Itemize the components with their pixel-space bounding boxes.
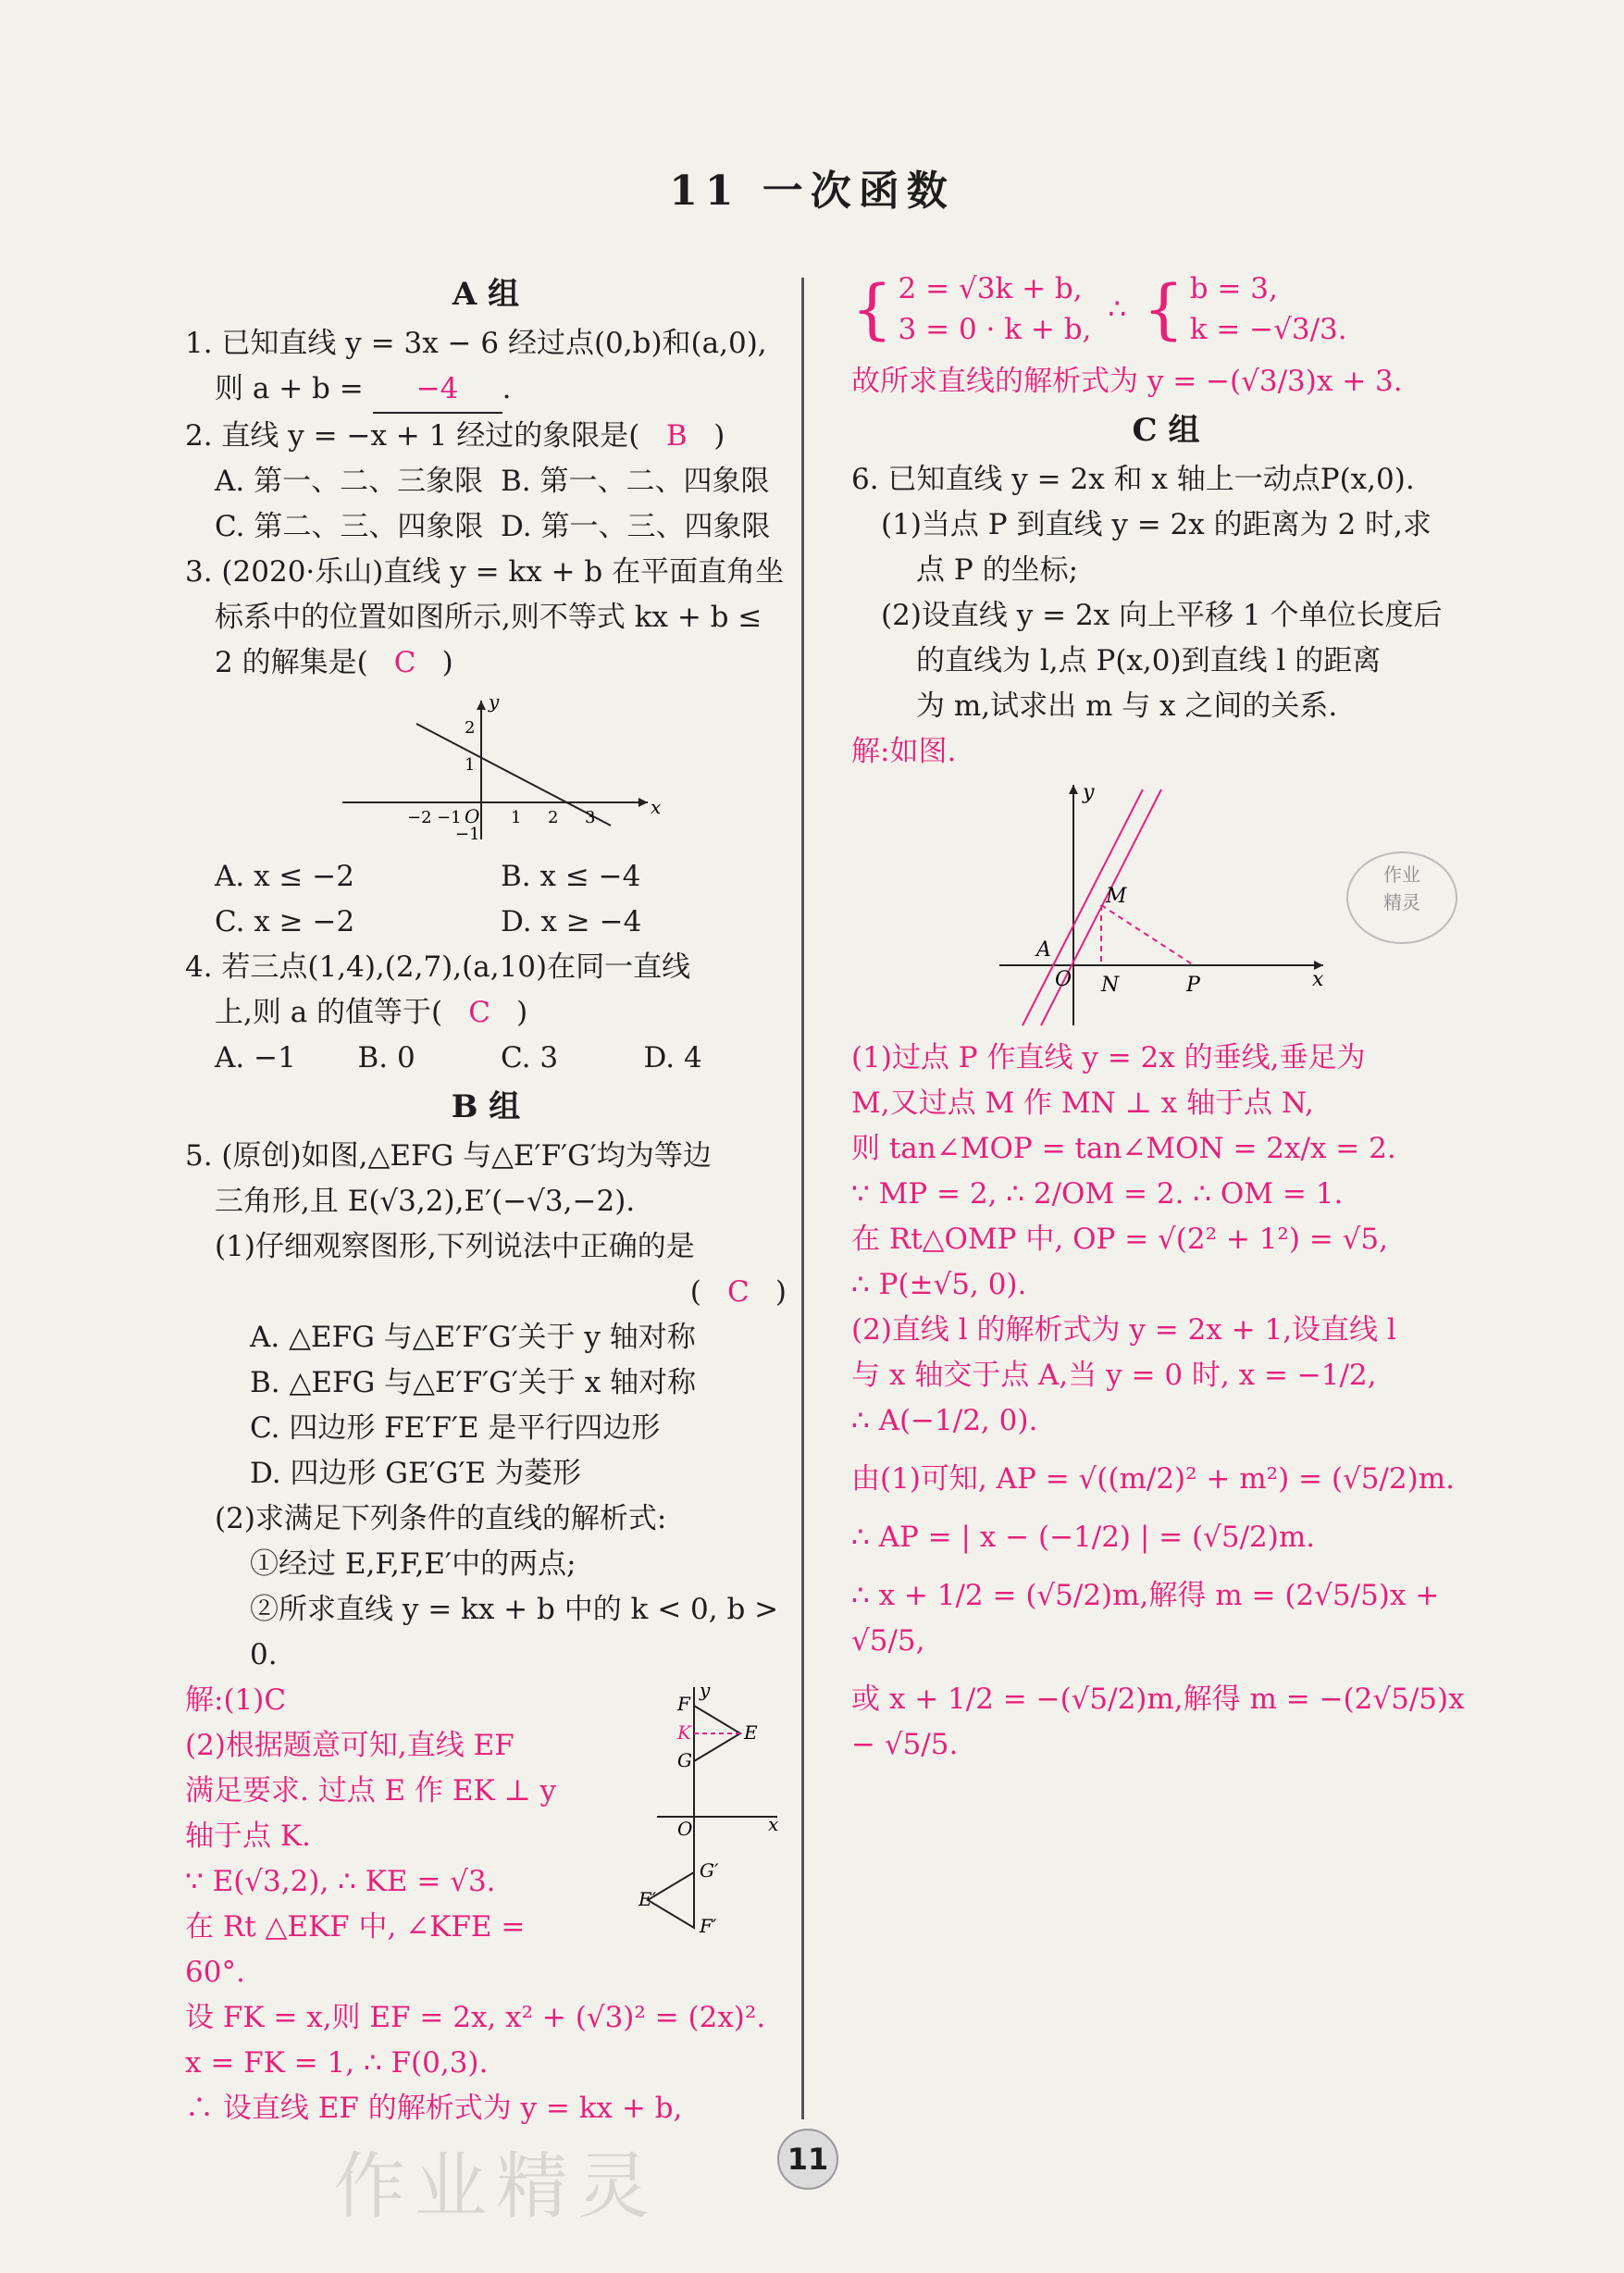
sol6-line8: (2)直线 l 的解析式为 y = 2x + 1,设直线 l [851,1313,1396,1347]
q3-graph [222,691,740,849]
q3-line2: 标系中的位置如图所示,则不等式 kx + b ≤ [215,601,762,634]
q4-option-c: C. 3 [501,1041,559,1074]
q2-option-a: A. 第一、二、三象限 [215,465,484,498]
q1-end: . [502,372,512,405]
q3-xlabel: x [651,796,662,818]
system-left-2: 3 = 0 · k + b, [898,313,1092,346]
column-divider [801,278,804,2119]
svg-text:y: y [700,1679,711,1701]
q1-text: 1. 已知直线 y = 3x − 6 经过点(0,b)和(a,0), [185,327,767,360]
sol5-line7: 60°. [185,1956,245,1989]
question-1 [185,321,787,414]
q2-option-d: D. 第一、三、四象限 [501,510,771,543]
q3-tick-y-1: 1 [465,755,476,775]
q5-triangle-figure [638,1678,787,1937]
left-column [185,268,787,2131]
q6-line1: 6. 已知直线 y = 2x 和 x 轴上一动点P(x,0). [851,463,1415,496]
sol5-line9: x = FK = 1, ∴ F(0,3). [185,2046,489,2080]
q6-part2-c: 为 m,试求出 m 与 x 之间的关系. [916,689,1338,723]
sol5-conclusion: 故所求直线的解析式为 y = −(√3/3)x + 3. [851,365,1403,398]
q6-graph [981,780,1333,1030]
page-number: 11 [777,2129,838,2190]
system-right-2: k = −√3/3. [1189,313,1347,346]
q3-tick-y-2: 2 [465,718,476,738]
svg-text:E: E [744,1721,758,1744]
q2-text: 2. 直线 y = −x + 1 经过的象限是( [185,419,640,453]
q1-text2: 则 a + b = [215,372,364,405]
q5-option-d: D. 四边形 GE′G′E 为菱形 [250,1457,582,1490]
q2-option-c: C. 第二、三、四象限 [215,510,484,543]
svg-text:F: F [677,1693,690,1715]
q3-tick-x-neg1: −1 [437,808,462,827]
q5-condition1: ①经过 E,F,F,E′中的两点; [250,1547,576,1581]
q5-line2: 三角形,且 E(√3,2),E′(−√3,−2). [215,1185,636,1218]
system-right-1: b = 3, [1189,272,1278,305]
sol6-line14: 或 x + 1/2 = −(√5/2)m,解得 m = −(2√5/5)x − √5/5. [851,1683,1465,1761]
sol6-line9: 与 x 轴交于点 A,当 y = 0 时, x = −1/2, [851,1359,1377,1392]
sol6-line1: 解:如图. [851,735,957,768]
sol6-line5: ∵ MP = 2, ∴ 2/OM = 2. ∴ OM = 1. [851,1177,1344,1211]
q5-option-c: C. 四边形 FE′F′E 是平行四边形 [250,1411,661,1445]
sol5-line3: 满足要求. 过点 E 作 EK ⊥ y [185,1774,557,1807]
q3-tick-x-2: 2 [548,808,559,827]
question-2 [185,414,787,550]
sol6-line4: 则 tan∠MOP = tan∠MON = 2x/x = 2. [851,1132,1396,1165]
svg-text:M: M [1106,885,1127,908]
q1-answer: −4 [373,366,502,414]
q3-ylabel: y [489,691,500,713]
sol6-line10: ∴ A(−1/2, 0). [851,1404,1038,1437]
sol5-line6: 在 Rt △EKF 中, ∠KFE = [185,1910,526,1944]
triangle-efg [694,1706,740,1761]
svg-text:N: N [1101,974,1120,997]
svg-text:P: P [1186,974,1200,997]
q3-tick-x-neg2: −2 [407,808,432,827]
sol6-line11: 由(1)可知, AP = √((m/2)² + m²) = (√5/2)m. [851,1462,1455,1496]
q3-end: ) [441,646,453,679]
svg-text:O: O [677,1818,693,1840]
svg-text:F′: F′ [700,1915,717,1937]
q4-option-d: D. 4 [643,1041,702,1074]
q3-tick-y-neg1: −1 [455,825,480,844]
q3-tick-x-3: 3 [585,808,596,827]
sol5-line5: ∵ E(√3,2), ∴ KE = √3. [185,1865,496,1898]
svg-text:O: O [1055,968,1072,991]
group-c-heading: C 组 [1132,412,1200,449]
q3-x-arrow [638,798,648,807]
sol5-line1: 解:(1)C [185,1683,287,1717]
q3-answer: C [393,646,416,679]
q5-line1: 5. (原创)如图,△EFG 与△E′F′G′均为等边 [185,1139,712,1173]
therefore-symbol: ∴ [1108,292,1127,326]
svg-text:G′: G′ [700,1859,719,1882]
svg-text:y: y [1083,781,1095,804]
sol5-line8: 设 FK = x,则 EF = 2x, x² + (√3)² = (2x)². [185,2001,766,2034]
right-column [851,268,1481,1768]
question-6 [851,457,1481,729]
svg-text:G: G [677,1749,692,1771]
svg-text:x: x [1312,968,1324,991]
q2-option-b: B. 第一、二、四象限 [501,465,770,498]
q5-part1-answer: C [727,1275,750,1309]
q4-end: ) [516,996,528,1029]
q6-part1-b: 点 P 的坐标; [916,553,1079,587]
q6-part1-a: (1)当点 P 到直线 y = 2x 的距离为 2 时,求 [881,508,1432,541]
sol6-line12: ∴ AP = | x − (−1/2) | = (√5/2)m. [851,1521,1316,1554]
svg-text:x: x [768,1813,779,1835]
sol6-line6: 在 Rt△OMP 中, OP = √(2² + 1²) = √5, [851,1223,1388,1256]
q3-origin: O [465,805,480,827]
sol5-line4: 轴于点 K. [185,1820,311,1853]
sol6-line7: ∴ P(±√5, 0). [851,1268,1027,1301]
q3-option-c: C. x ≥ −2 [215,905,355,938]
group-b-heading: B 组 [451,1088,521,1125]
sol6-line2: (1)过点 P 作直线 y = 2x 的垂线,垂足为 [851,1041,1366,1074]
q3-line3: 2 的解集是( [215,646,368,679]
q5-part1: (1)仔细观察图形,下列说法中正确的是 [215,1230,695,1263]
system-left-1: 2 = √3k + b, [898,272,1083,305]
svg-text:E′: E′ [638,1888,657,1910]
q4-line2: 上,则 a 的值等于( [215,996,443,1029]
q6-part2-a: (2)设直线 y = 2x 向上平移 1 个单位长度后 [881,599,1443,632]
q3-option-a: A. x ≤ −2 [215,860,354,893]
q3-y-arrow [477,701,486,710]
equation-system: { 2 = √3k + b, 3 = 0 · k + b, ∴ { b = 3, k = −√3/3. [851,268,1481,350]
sol6-line3: M,又过点 M 作 MN ⊥ x 轴于点 N, [851,1087,1314,1120]
sol5-line2: (2)根据题意可知,直线 EF [185,1729,514,1762]
q2-end: ) [713,419,725,453]
q3-option-b: B. x ≤ −4 [501,860,641,893]
segment-mp [1101,905,1194,965]
question-5: 5. (原创)如图,△EFG 与△E′F′G′均为等边 三角形,且 E(√3,2),E′(−√3,−2). (1)仔细观察图形,下列说法中正确的是 ( C ) A. △EFG 与△E′F′G′关于 y 轴对称 B. △EFG 与△E′F′G′关于 x 轴对称 C. 四边形 FE′F′E 是平行四边形 D. 四边形 GE′G′E 为菱形 (2)求满足下列条件的直线的解析式: ①经过 E,F,F,E′中的两点; ②所求直线 y = kx + b 中的 k < 0, b > 0. [185,1134,787,1678]
q3-line1: 3. (2020·乐山)直线 y = kx + b 在平面直角坐 [185,555,785,589]
q5-option-a: A. △EFG 与△E′F′G′关于 y 轴对称 [250,1321,696,1354]
q3-option-d: D. x ≥ −4 [501,905,642,938]
q4-answer: C [468,996,490,1029]
page-title: 11 一次函数 [669,168,955,215]
sol6-line13: ∴ x + 1/2 = (√5/2)m,解得 m = (2√5/5)x + √5/5, [851,1579,1440,1658]
q6-part2-b: 的直线为 l,点 P(x,0)到直线 l 的距离 [916,644,1382,677]
svg-text:K: K [677,1721,691,1744]
q5-condition2: ②所求直线 y = kx + b 中的 k < 0, b > 0. [250,1593,779,1671]
q5-option-b: B. △EFG 与△E′F′G′关于 x 轴对称 [250,1366,697,1399]
q5-solution-block [185,1678,787,2131]
svg-text:A: A [1036,938,1051,962]
q4-option-b: B. 0 [357,1041,415,1074]
question-3 [185,550,787,945]
q4-line1: 4. 若三点(1,4),(2,7),(a,10)在同一直线 [185,950,691,984]
q5-part2: (2)求满足下列条件的直线的解析式: [215,1502,667,1535]
watermark: 作业精灵 [333,2145,660,2229]
group-a-heading: A 组 [452,276,520,313]
stamp-logo: 作业 精灵 [1346,851,1457,944]
q3-tick-x-1: 1 [511,808,522,827]
q2-answer: B [665,419,688,453]
sol5-line10: ∴ 设直线 EF 的解析式为 y = kx + b, [185,2092,683,2125]
question-4 [185,945,787,1081]
q4-option-a: A. −1 [215,1041,296,1074]
